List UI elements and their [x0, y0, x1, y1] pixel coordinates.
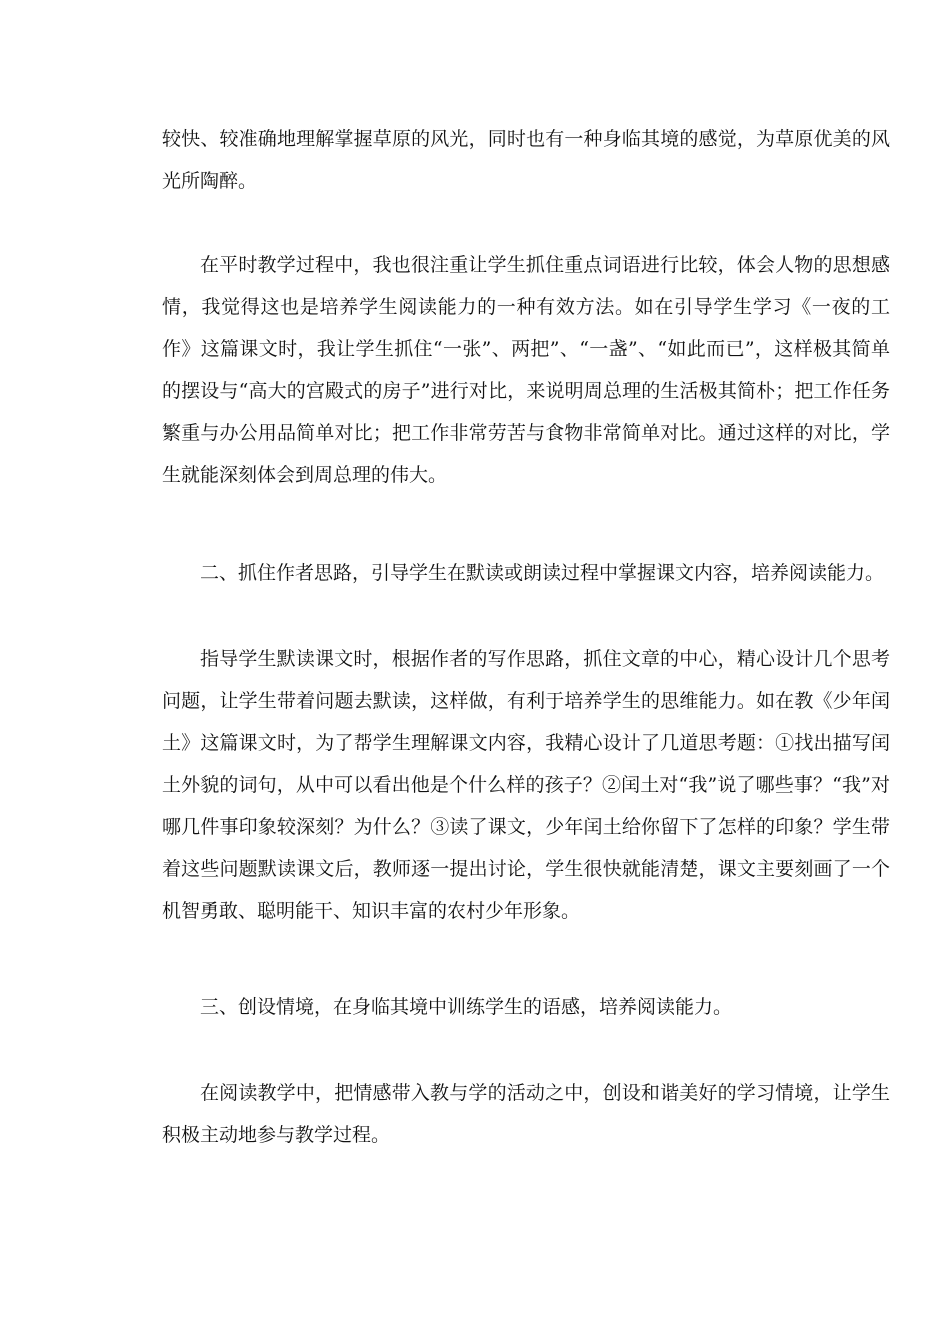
paragraph-silent-reading: 指导学生默读课文时，根据作者的写作思路，抓住文章的中心，精心设计几个思考问题，让学生带着问题去默读，这样做，有利于培养学生的思维能力。如在教《少年闰土》这篇课文时，为了帮学生理解课文内容，我精心设计了几道思考题：①找出描写闰土外貌的词句，从中可以看出他是个什么样的孩子？②闰土对“我”说了哪些事？“我”对哪几件事印象较深刻？为什么？③读了课文，少年闰土给你留下了怎样的印象？学生带着这些问题默读课文后，教师逐一提出讨论，学生很快就能清楚，课文主要刻画了一个机智勇敢、聪明能干、知识丰富的农村少年形象。 — [162, 648, 890, 922]
section-heading-2: 二、抓住作者思路，引导学生在默读或朗读过程中掌握课文内容，培养阅读能力。 — [200, 562, 885, 584]
paragraph-reading-situation: 在阅读教学中，把情感带入教与学的活动之中，创设和谐美好的学习情境，让学生积极主动地参与教学过程。 — [162, 1082, 890, 1146]
paragraph-continuation: 较快、较准确地理解掌握草原的风光，同时也有一种身临其境的感觉，为草原优美的风光所陶醉。 — [162, 128, 890, 192]
paragraph-word-comparison: 在平时教学过程中，我也很注重让学生抓住重点词语进行比较，体会人物的思想感情，我觉得这也是培养学生阅读能力的一种有效方法。如在引导学生学习《一夜的工作》这篇课文时，我让学生抓住“一张”、两把”、“一盏”、“如此而已”，这样极其简单的摆设与“高大的宫殿式的房子”进行对比，来说明周总理的生活极其简朴；把工作任务繁重与办公用品简单对比；把工作非常劳苦与食物非常简单对比。通过这样的对比，学生就能深刻体会到周总理的伟大。 — [162, 254, 890, 486]
section-heading-3: 三、创设情境，在身临其境中训练学生的语感，培养阅读能力。 — [200, 996, 733, 1018]
